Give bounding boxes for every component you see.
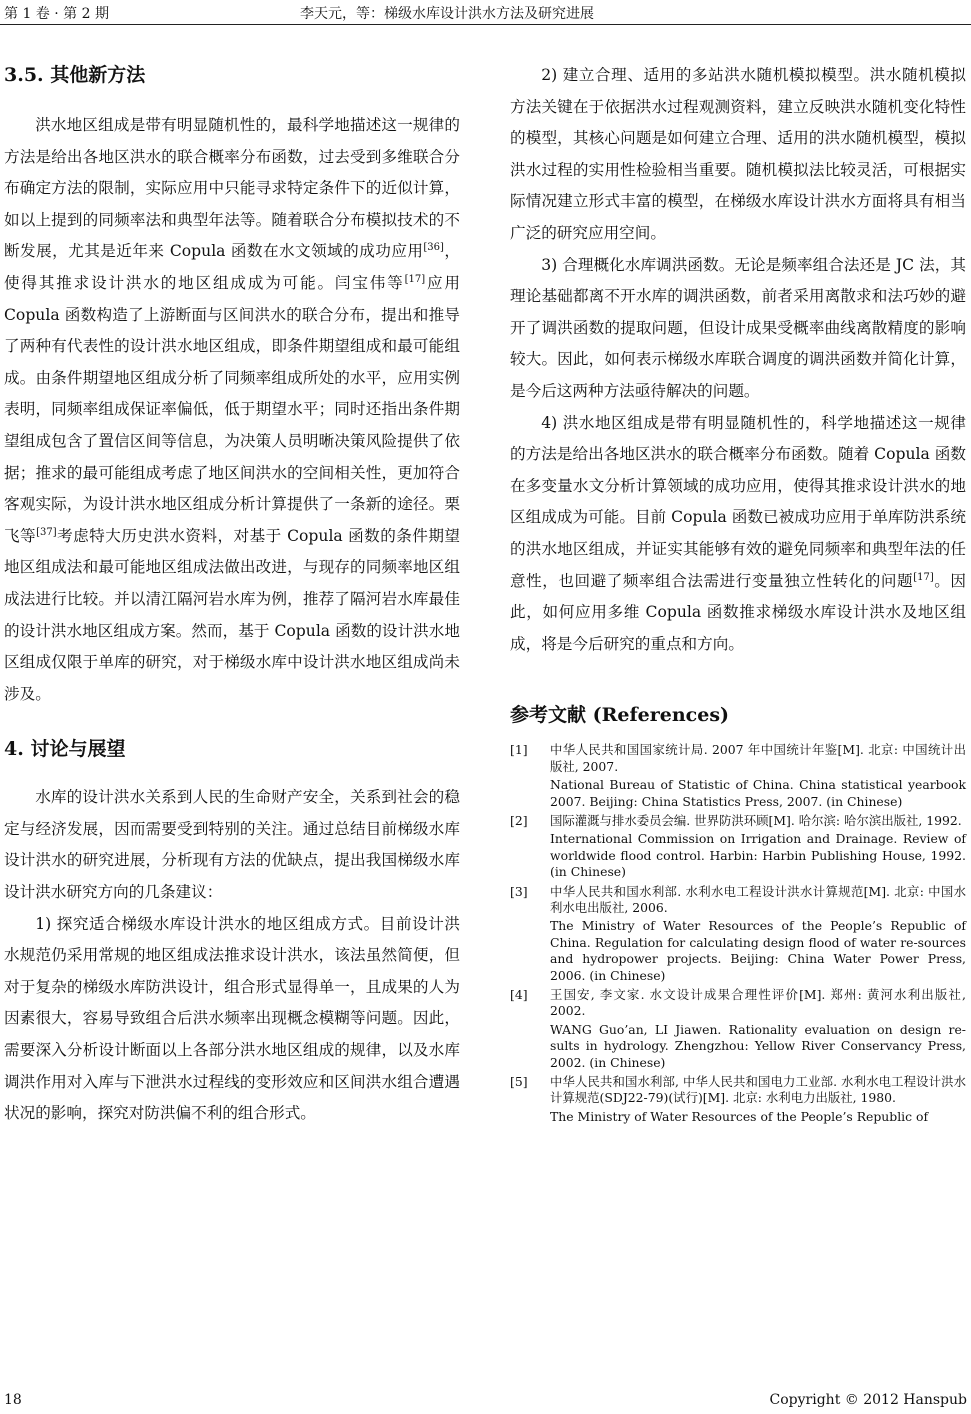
- reference-number: [5]: [510, 1074, 528, 1089]
- paragraph: [510, 250, 966, 408]
- reference-item: [510, 987, 966, 1074]
- reference-chinese: 中华人民共和国水利部, 中华人民共和国电力工业部. 水利水电工程设计洪水计算规范(SDJ22-79)(试行)[M]. 北京: 水利电力出版社, 1980.: [550, 1074, 966, 1106]
- citation-marker: [36]: [423, 242, 444, 254]
- reference-item: [510, 1074, 966, 1128]
- page-number: 18: [4, 1392, 22, 1408]
- section-heading-3-5: 3.5. 其他新方法: [4, 64, 146, 86]
- citation-marker: [17]: [404, 273, 426, 285]
- reference-english: International Commission on Irrigation and Drainage. Review of worldwide flood control. Harbin: Harbin Publishing House, 1992. (in Chinese): [550, 831, 966, 880]
- paragraph-text: 3) 合理概化水库调洪函数。无论是频率组合法还是 JC 法，其理论基础都离不开水库的调洪函数，前者采用离散求和法巧妙的避开了调洪函数的提取问题，但设计成果受概率曲线离散精度的影响较大。因此，如何表示梯级水库联合调度的调洪函数并简化计算，是今后这两种方法亟待解决的问题。: [510, 255, 966, 400]
- paragraph: [510, 408, 966, 661]
- reference-item: [510, 884, 966, 987]
- paragraph-text: 水库的设计洪水关系到人民的生命财产安全，关系到社会的稳定与经济发展，因而需要受到特别的关注。通过总结目前梯级水库设计洪水的研究进展，分析现有方法的优缺点，提出我国梯级水库设计洪水研究方向的几条建议：: [4, 788, 460, 902]
- reference-item: [510, 813, 966, 884]
- reference-item: [510, 742, 966, 813]
- paragraph-text: 洪水地区组成是带有明显随机性的，最科学地描述这一规律的方法是给出各地区洪水的联合概率分布函数，过去受到多维联合分布确定方法的限制，实际应用中只能寻求特定条件下的近似计算，如以上提到的同频率法和典型年法等。随着联合分布模拟技术的不断发展，尤其是近年来 Copula 函数在水文领域的成功应用: [4, 116, 460, 261]
- left-column: [4, 52, 460, 1130]
- reference-english: National Bureau of Statistic of China. China statistical yearbook 2007. Beijing: China Statistics Press, 2007. (in Chinese): [550, 777, 966, 809]
- journal-issue: 第 1 卷 · 第 2 期: [4, 6, 109, 22]
- reference-english: The Ministry of Water Resources of the People’s Republic of: [550, 1108, 929, 1124]
- section-heading-4: 4. 讨论与展望: [4, 738, 126, 761]
- paragraph: [4, 782, 460, 908]
- reference-chinese: 王国安, 李文家. 水文设计成果合理性评价[M]. 郑州: 黄河水利出版社, 2002.: [550, 986, 966, 1019]
- paragraph-text: 应用 Copula 函数构造了上游断面与区间洪水的联合分布，提出和推导了两种有代表性的设计洪水地区组成，即条件期望组成和最可能组成。由条件期望地区组成分析了同频率组成所处的水平，应用实例表明，同频率组成保证率偏低，低于期望水平；同时还指出条件期望组成包含了置信区间等信息，为决策人员明晰决策风险提供了依据；推求的最可能组成考虑了地区间洪水的空间相关性，更加符合客观实际，为设计洪水地区组成分析计算提供了一条新的途径。栗飞等: [4, 273, 460, 545]
- reference-number: [1]: [510, 742, 528, 758]
- reference-number: [3]: [510, 883, 528, 899]
- citation-marker: [17]: [913, 571, 934, 583]
- references-heading: 参考文献 (References): [510, 704, 730, 727]
- copyright-notice: Copyright © 2012 Hanspub: [769, 1392, 967, 1408]
- running-title: 李天元，等：梯级水库设计洪水方法及研究进展: [300, 6, 594, 22]
- paragraph-text: 1) 探究适合梯级水库设计洪水的地区组成方式。目前设计洪水规范仍采用常规的地区组成法推求设计洪水，该法虽然简便，但对于复杂的梯级水库防洪设计，组合形式显得单一，且成果的人为因素很大，容易导致组合后洪水频率出现概念模糊等问题。因此，需要深入分析设计断面以上各部分洪水地区组成的规律，以及水库调洪作用对入库与下泄洪水过程线的变形效应和区间洪水组合遭遇状况的影响，探究对防洪偏不利的组合形式。: [4, 914, 460, 1123]
- paragraph: [4, 110, 460, 710]
- reference-list: [510, 742, 966, 1128]
- paragraph-text: 考虑特大历史洪水资料，对基于 Copula 函数的条件期望地区组成法和最可能地区组成法做出改进，与现存的同频率地区组成法进行比较。并以清江隔河岩水库为例，推荐了隔河岩水库最佳的设计洪水地区组成方案。然而，基于 Copula 函数的设计洪水地区组成仅限于单库的研究，对于梯级水库中设计洪水地区组成尚未涉及。: [4, 526, 460, 703]
- paragraph: [4, 909, 460, 1130]
- reference-chinese: 国际灌溉与排水委员会编. 世界防洪环顾[M]. 哈尔滨: 哈尔滨出版社, 1992.: [550, 812, 962, 828]
- running-header: [0, 0, 971, 25]
- reference-english: WANG Guo’an, LI Jiawen. Rationality evaluation on design re-sults in hydrology. Zhengzhou: Yellow River Conservancy Press, 2002. (in Chinese): [550, 1021, 966, 1070]
- right-column: [510, 52, 966, 1128]
- reference-english: The Ministry of Water Resources of the People’s Republic of China. Regulation for calculating design flood of water re-sources and hydropower projects. Beijing: China Water Power Press, 2006. (in Chinese): [550, 918, 966, 983]
- paragraph: [510, 60, 966, 250]
- paragraph-text: ，使得其推求设计洪水的地区组成成为可能。闫宝伟等: [4, 242, 460, 292]
- citation-marker: [37]: [36, 526, 57, 538]
- reference-number: [4]: [510, 986, 528, 1002]
- paragraph-text: 。因此，如何应用多维 Copula 函数推求梯级水库设计洪水及地区组成，将是今后研究的重点和方向。: [510, 571, 966, 653]
- reference-chinese: 中华人民共和国国家统计局. 2007 年中国统计年鉴[M]. 北京: 中国统计出版社, 2007.: [550, 742, 966, 774]
- paragraph-text: 2) 建立合理、适用的多站洪水随机模拟模型。洪水随机模拟方法关键在于依据洪水过程观测资料，建立反映洪水随机变化特性的模型，其核心问题是如何建立合理、适用的洪水随机模型，模拟洪水过程的实用性检验相当重要。随机模拟法比较灵活，可根据实际情况建立形式丰富的模型，在梯级水库设计洪水方面将具有相当广泛的研究应用空间。: [510, 66, 966, 242]
- reference-chinese: 中华人民共和国水利部. 水利水电工程设计洪水计算规范[M]. 北京: 中国水利水电出版社, 2006.: [550, 883, 966, 915]
- reference-number: [2]: [510, 812, 528, 828]
- paragraph-text: 4) 洪水地区组成是带有明显随机性的，科学地描述这一规律的方法是给出各地区洪水的联合概率分布函数。随着 Copula 函数在多变量水文分析计算领域的成功应用，使得其推求设计洪水的地区组成成为可能。目前 Copula 函数已被成功应用于单库防洪系统的洪水地区组成，并证实其能够有效的避免同频率和典型年法的任意性，也回避了频率组合法需进行变量独立性转化的问题: [510, 413, 966, 590]
